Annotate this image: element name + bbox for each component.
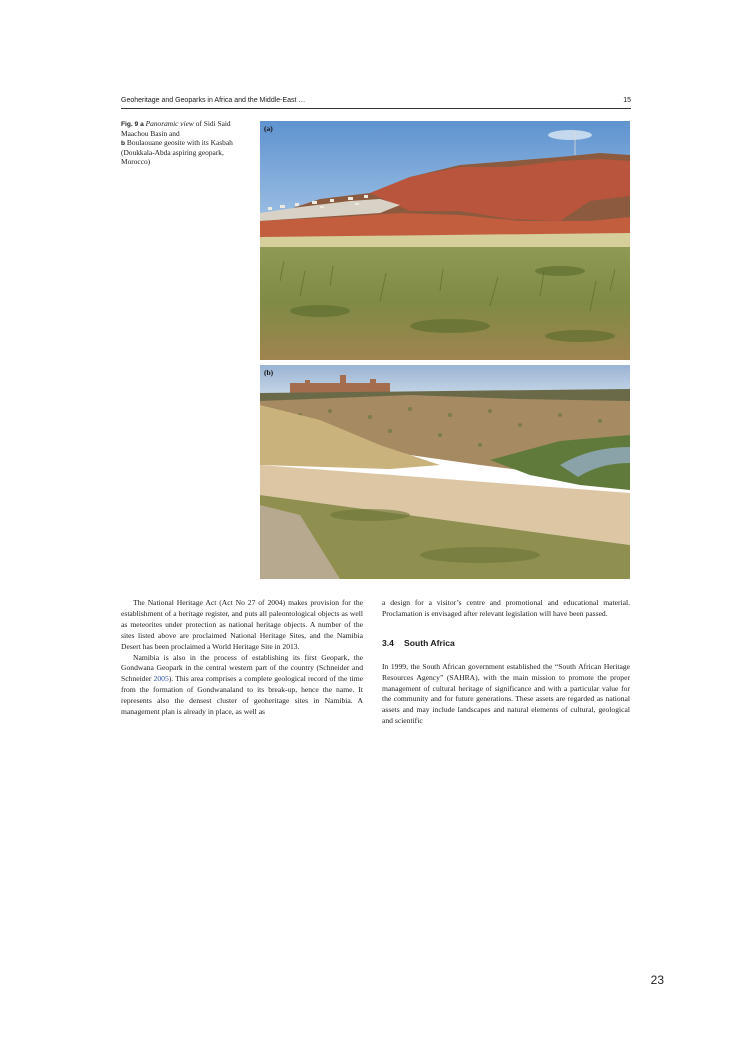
section-title: South Africa bbox=[404, 637, 455, 648]
caption-a-italic: Panoramic view bbox=[145, 119, 194, 128]
section-number: 3.4 bbox=[382, 637, 394, 648]
section-heading bbox=[382, 638, 630, 649]
paragraph-sahra: In 1999, the South African government established the “South African Heritage Resources Agency” (SAHRA), with the main mission to promote the proper management of cultural heritage of significance and with a particular value for the community and for future generations. These assets are regarded as national assets and may include landscapes and natural elements of cultural, geological and scientific bbox=[382, 661, 630, 726]
body-column-left bbox=[121, 598, 363, 718]
photo-a-panoramic-basin bbox=[260, 121, 630, 360]
caption-a-text: of Sidi Said Maachou Basin and bbox=[121, 119, 231, 138]
body-column-right bbox=[382, 598, 630, 727]
running-title: Geoheritage and Geoparks in Africa and the Middle-East … bbox=[121, 97, 306, 104]
photo-b-boulaouane-geosite bbox=[260, 365, 630, 579]
photo-a-image bbox=[260, 121, 630, 360]
figure-label: Fig. 9 bbox=[121, 121, 139, 128]
photo-b-image bbox=[260, 365, 630, 579]
panel-b-label: (b) bbox=[264, 368, 274, 377]
citation-link[interactable]: 2005 bbox=[153, 674, 169, 684]
header-rule bbox=[121, 108, 631, 109]
panel-a-label: (a) bbox=[264, 124, 273, 133]
paragraph-text: Namibia is also in the process of establishing its first Geopark, the Gondwana Geopark in the central western part of the country (Schneider and Schneider bbox=[121, 652, 363, 684]
journal-page-number: 15 bbox=[623, 97, 631, 104]
paragraph-heritage-act: The National Heritage Act (Act No 27 of 2004) makes provision for the establishment of a heritage register, and puts all paleontological objects as well as meteorites under protection as national heritage objects. A number of the sites listed above are proclaimed National Heritage Sites, and the Namibia Desert has been proclaimed a World Heritage Site in 2013. bbox=[121, 598, 363, 651]
caption-b-text: Boulaouane geosite with its Kasbah (Doukkala-Abda aspiring geopark, Morocco) bbox=[121, 138, 233, 166]
caption-a-letter: a bbox=[140, 121, 144, 128]
figure-caption bbox=[121, 119, 249, 166]
paragraph-visitor-centre: a design for a visitor’s centre and promotional and educational material. Proclamation is envisaged after relevant legislation will have been passed. bbox=[382, 598, 630, 618]
page-number: 23 bbox=[650, 973, 664, 987]
paragraph-gondwana-geopark bbox=[121, 653, 363, 718]
caption-b-letter: b bbox=[121, 140, 126, 147]
paragraph-text: ). This area comprises a complete geological record of the time from the formation of Gondwanaland to its break-up, hence the name. It represents also the densest cluster of geoheritage sites in Namibia. A management plan is already in place, as well as bbox=[121, 674, 364, 717]
